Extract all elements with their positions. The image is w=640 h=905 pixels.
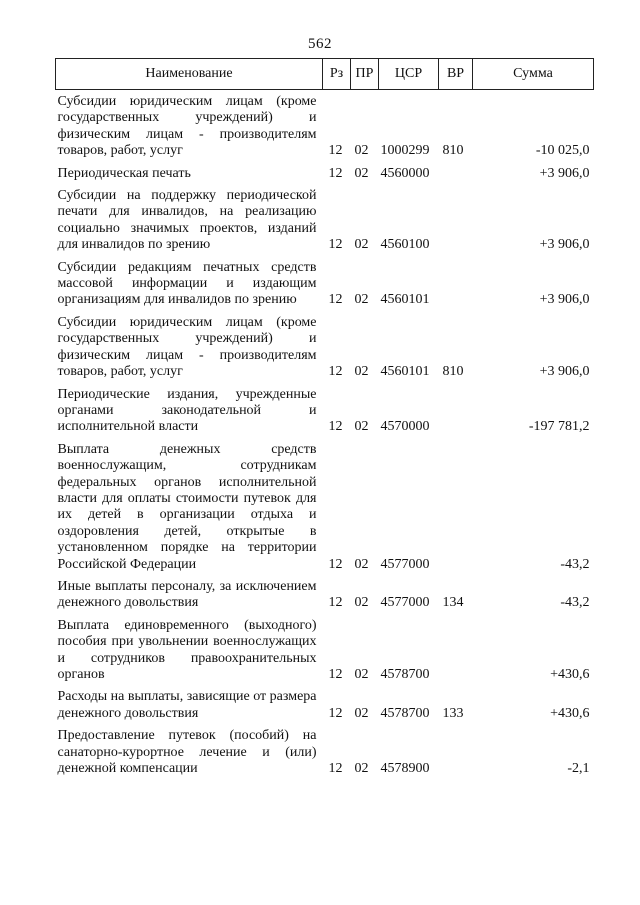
row-name: Субсидии на поддержку периодической печати для инвалидов, на реализацию социально значимых проектов, изданий для инвалидов по зрению: [57, 188, 317, 253]
table-row: [56, 254, 594, 309]
row-pr: 02: [354, 165, 369, 181]
row-rz: 12: [328, 419, 343, 435]
table-row: [56, 436, 594, 573]
row-name: Субсидии редакциям печатных средств массовой информации и издающим организациям для инвалидов по зрению: [57, 259, 317, 308]
row-csr: 4577000: [380, 556, 430, 572]
row-csr: 4560100: [380, 237, 430, 253]
row-csr: 4577000: [380, 595, 430, 611]
row-csr: 4560101: [380, 364, 430, 380]
row-name: Выплата единовременного (выходного) пособия при увольнении военнослужащих и сотрудников правоохранительных органов: [57, 617, 317, 682]
header-vr: ВР: [439, 59, 473, 90]
row-vr: 810: [442, 143, 464, 159]
row-name: Субсидии юридическим лицам (кроме государственных учреждений) и физическим лицам - производителям товаров, работ, услуг: [57, 314, 317, 380]
table-header-row: [56, 59, 594, 90]
row-pr: 02: [354, 705, 369, 721]
row-sum: -2,1: [567, 761, 590, 777]
header-name: Наименование: [56, 59, 323, 90]
row-sum: +3 906,0: [539, 165, 590, 181]
row-rz: 12: [328, 667, 343, 682]
row-vr: 133: [442, 705, 464, 721]
row-name: Периодическая печать: [57, 165, 191, 181]
row-pr: 02: [354, 364, 369, 380]
row-sum: +430,6: [550, 705, 590, 721]
row-csr: 4570000: [380, 419, 430, 435]
row-rz: 12: [328, 292, 343, 308]
row-sum: -197 781,2: [528, 419, 590, 435]
row-pr: 02: [354, 595, 369, 611]
row-sum: -10 025,0: [535, 143, 590, 159]
row-pr: 02: [354, 556, 369, 572]
row-vr: [439, 160, 473, 182]
row-pr: 02: [354, 292, 369, 308]
row-csr: 4578700: [380, 667, 430, 682]
row-sum: -43,2: [560, 595, 590, 611]
row-rz: 12: [328, 595, 343, 611]
table-row: [56, 381, 594, 436]
table-row: [56, 683, 594, 722]
row-csr: 4560101: [380, 292, 430, 308]
row-sum: +3 906,0: [539, 292, 590, 308]
row-name: Расходы на выплаты, зависящие от размера денежного довольствия: [57, 689, 317, 721]
table-row: [56, 573, 594, 612]
row-name: Выплата денежных средств военнослужащим, сотрудникам федеральных органов исполнительной власти для оплаты стоимости путевок для их детей в организации отдыха и оздоровления детей, открытые в установленном порядке на территории Российской Федерации: [57, 441, 317, 572]
row-pr: 02: [354, 761, 369, 777]
row-rz: 12: [328, 364, 343, 380]
row-pr: 02: [354, 143, 369, 159]
row-sum: +3 906,0: [539, 364, 590, 380]
row-vr: 810: [442, 364, 464, 380]
row-name: Иные выплаты персоналу, за исключением денежного довольствия: [57, 578, 317, 611]
row-vr: [439, 254, 473, 309]
header-rz: Рз: [323, 59, 351, 90]
row-vr: [439, 722, 473, 777]
budget-table: [55, 58, 594, 777]
row-vr: [439, 612, 473, 684]
table-row: [56, 182, 594, 254]
page-number: 562: [308, 36, 332, 52]
row-sum: +430,6: [550, 667, 590, 682]
header-sum: Сумма: [473, 59, 594, 90]
row-rz: 12: [328, 761, 343, 777]
row-rz: 12: [328, 165, 343, 181]
row-csr: 1000299: [380, 143, 430, 159]
row-rz: 12: [328, 143, 343, 159]
row-vr: 134: [442, 595, 464, 611]
table-row: [56, 722, 594, 777]
row-name: Предоставление путевок (пособий) на санаторно-курортное лечение и (или) денежной компенсации: [57, 728, 317, 777]
row-csr: 4578900: [380, 761, 430, 777]
row-pr: 02: [354, 419, 369, 435]
row-name: Субсидии юридическим лицам (кроме государственных учреждений) и физическим лицам - производителям товаров, работ, услуг: [57, 94, 317, 159]
row-pr: 02: [354, 237, 369, 253]
row-vr: [439, 182, 473, 254]
header-csr: ЦСР: [379, 59, 439, 90]
row-sum: -43,2: [560, 556, 590, 572]
row-rz: 12: [328, 237, 343, 253]
row-vr: [439, 381, 473, 436]
table-row: [56, 309, 594, 381]
row-rz: 12: [328, 705, 343, 721]
row-csr: 4560000: [380, 165, 430, 181]
row-name: Периодические издания, учрежденные органами законодательной и исполнительной власти: [57, 386, 317, 435]
table-row: [56, 160, 594, 182]
header-pr: ПР: [351, 59, 379, 90]
row-rz: 12: [328, 556, 343, 572]
row-vr: [439, 436, 473, 573]
row-sum: +3 906,0: [539, 237, 590, 253]
row-pr: 02: [354, 667, 369, 682]
row-csr: 4578700: [380, 705, 430, 721]
table-row: [56, 90, 594, 160]
table-row: [56, 612, 594, 684]
